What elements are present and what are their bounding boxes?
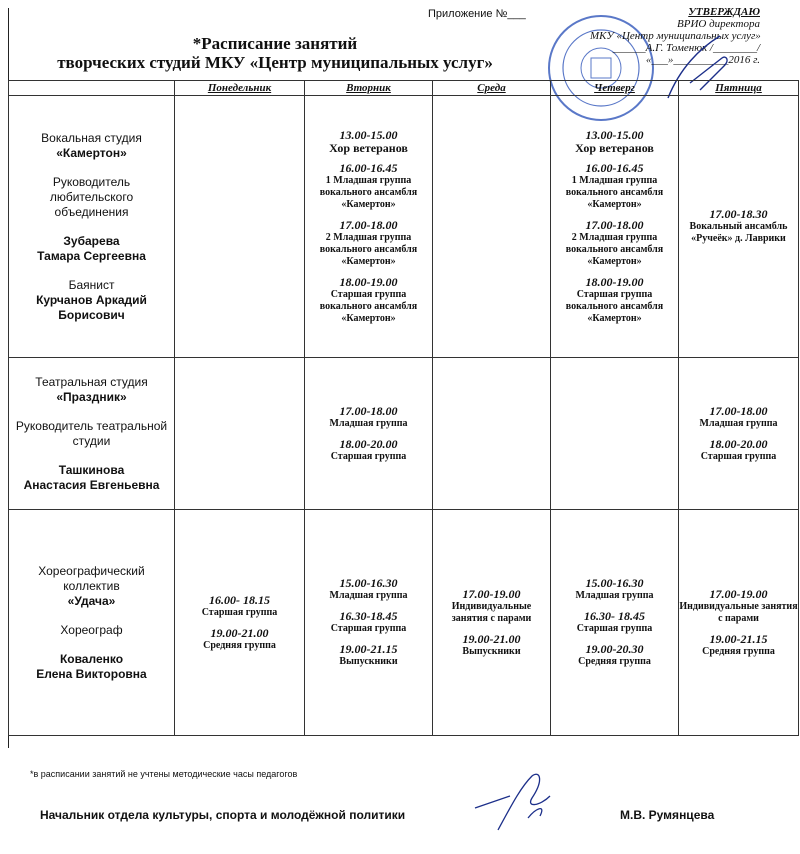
slot-time: 18.00-19.00 <box>339 274 398 289</box>
class-slot <box>305 276 432 325</box>
class-slot <box>305 129 432 154</box>
studio-info-line: Руководитель <box>52 174 131 189</box>
header-day: Вторник <box>305 81 433 96</box>
slot-label: Выпускники <box>339 656 398 667</box>
slot-time: 16.00-16.45 <box>585 160 644 175</box>
class-slot <box>175 594 304 619</box>
studio-info-line: «Камертон» <box>56 145 127 160</box>
studio-info-line: Борисович <box>58 307 125 322</box>
footnote: *в расписании занятий не учтены методические часы педагогов <box>30 769 298 779</box>
approval-line: УТВЕРЖДАЮ <box>688 6 760 18</box>
approval-line: ВРИО директора <box>677 18 760 30</box>
header-day: Понедельник <box>175 81 305 96</box>
slot-time: 16.00-16.45 <box>339 160 398 175</box>
slot-time: 13.00-15.00 <box>585 127 644 142</box>
slot-time: 19.00-21.15 <box>709 631 768 646</box>
studio-info-line: Анастасия Евгеньевна <box>23 477 160 492</box>
studio-info-line <box>9 405 174 419</box>
slot-time: 17.00-19.00 <box>462 586 521 601</box>
studio-info-cell <box>9 510 175 736</box>
class-slot <box>433 633 550 658</box>
slot-label: Средняя группа <box>578 656 651 667</box>
slot-label: Старшая группа <box>330 450 407 462</box>
slot-time: 18.00-19.00 <box>585 274 644 289</box>
studio-info-line: Ташкинова <box>58 462 125 477</box>
header-day: Среда <box>433 81 551 96</box>
class-slot <box>305 219 432 268</box>
slot-label: Средняя группа <box>702 645 775 657</box>
class-slot <box>305 577 432 602</box>
slot-time: 17.00-18.00 <box>339 403 398 418</box>
studio-row <box>9 510 799 736</box>
slot-label: 2 Младшая группа вокального ансамбля «Камертон» <box>319 231 418 267</box>
studio-info-line: Хореограф <box>60 622 123 637</box>
studio-info-line: «Удача» <box>67 593 116 608</box>
slot-time: 17.00-18.00 <box>339 217 398 232</box>
schedule-cell <box>551 510 679 736</box>
slot-time: 19.00-21.00 <box>462 631 521 646</box>
page-title <box>20 34 530 72</box>
slot-label: Выпускники <box>462 645 521 657</box>
studio-info-line: студии <box>72 433 111 448</box>
title-line-1: *Расписание занятий <box>192 34 358 53</box>
slot-label: 1 Младшая группа вокального ансамбля «Камертон» <box>565 174 664 210</box>
slot-time: 19.00-20.30 <box>585 642 644 656</box>
studio-info-line <box>9 638 174 652</box>
schedule-cell <box>551 96 679 358</box>
studio-info-line: Курчанов Аркадий <box>36 292 147 307</box>
approval-line: «___»__________2016 г. <box>645 54 760 66</box>
approval-line: МКУ «Центр муниципальных услуг» <box>590 30 761 42</box>
head-signature <box>470 768 570 838</box>
slot-label: Индивидуальные занятия с парами <box>451 600 532 624</box>
schedule-cell <box>305 96 433 358</box>
slot-label: Старшая группа <box>576 623 653 634</box>
schedule-cell <box>433 96 551 358</box>
approval-line: ______А.Г. Томенюк /________/ <box>612 42 760 54</box>
class-slot <box>305 438 432 463</box>
slot-label: Старшая группа вокального ансамбля «Камертон» <box>319 288 418 324</box>
class-slot <box>551 610 678 635</box>
slot-label: Младшая группа <box>329 417 408 429</box>
schedule-cell <box>305 510 433 736</box>
header-empty <box>9 81 175 96</box>
class-slot <box>551 219 678 268</box>
appendix-label: Приложение №___ <box>428 8 526 20</box>
class-slot <box>551 162 678 211</box>
slot-label: 1 Младшая группа вокального ансамбля «Камертон» <box>319 174 418 210</box>
studio-info-line: Елена Викторовна <box>36 666 147 681</box>
studio-info-line: любительского <box>49 189 134 204</box>
slot-time: 19.00-21.15 <box>339 642 398 656</box>
slot-time: 16.30-18.45 <box>339 609 398 623</box>
schedule-cell <box>679 358 799 510</box>
slot-time: 13.00-15.00 <box>339 127 398 142</box>
class-slot <box>551 577 678 602</box>
slot-time: 15.00-16.30 <box>339 576 398 590</box>
schedule-cell <box>175 96 305 358</box>
studio-info-line: «Праздник» <box>56 389 127 404</box>
signature-name: М.В. Румянцева <box>620 808 715 822</box>
studio-info-line: коллектив <box>63 578 120 593</box>
slot-label: Старшая группа вокального ансамбля «Камертон» <box>565 288 664 324</box>
studio-info-line: Хореографический <box>38 563 145 578</box>
studio-info-cell <box>9 96 175 358</box>
schedule-cell <box>433 358 551 510</box>
slot-label: Вокальный ансамбль «Ручеёк» д. Лаврики <box>689 221 788 244</box>
slot-time: 17.00-18.00 <box>585 217 644 232</box>
studio-row <box>9 96 799 358</box>
studio-row <box>9 358 799 510</box>
studio-info-line <box>9 161 174 175</box>
slot-label: Старшая группа <box>330 623 407 634</box>
studio-info-line <box>9 220 174 234</box>
schedule-cell <box>305 358 433 510</box>
schedule-cell <box>679 96 799 358</box>
studio-info-line: Тамара Сергеевна <box>37 248 146 263</box>
slot-time: 18.00-20.00 <box>339 436 398 451</box>
class-slot <box>551 643 678 668</box>
slot-label: Старшая группа <box>700 450 777 462</box>
slot-label: Младшая группа <box>699 417 778 429</box>
class-slot <box>679 633 798 658</box>
title-line-2: творческих студий МКУ «Центр муниципальных услуг» <box>57 53 493 72</box>
studio-info-line <box>9 609 174 623</box>
studio-info-line: объединения <box>54 204 129 219</box>
studio-info-line: Руководитель театральной <box>15 418 168 433</box>
slot-time: 17.00-18.00 <box>709 403 768 418</box>
schedule-cell <box>679 510 799 736</box>
slot-label: Средняя группа <box>203 639 276 651</box>
slot-time: 17.00-19.00 <box>709 586 768 601</box>
slot-time: 16.30- 18.45 <box>584 609 645 623</box>
slot-label: Индивидуальные занятия с парами <box>679 600 798 624</box>
studio-info-line <box>9 449 174 463</box>
slot-label: 2 Младшая группа вокального ансамбля «Камертон» <box>565 231 664 267</box>
class-slot <box>305 162 432 211</box>
studio-info-line: Зубарева <box>63 233 120 248</box>
slot-label: Старшая группа <box>201 606 278 618</box>
class-slot <box>679 208 798 245</box>
slot-label: Младшая группа <box>329 590 408 601</box>
studio-info-line: Театральная студия <box>35 374 148 389</box>
slot-time: 15.00-16.30 <box>585 576 644 590</box>
slot-time: 16.00- 18.15 <box>209 592 270 607</box>
slot-label: Хор ветеранов <box>575 140 654 155</box>
schedule-cell <box>175 358 305 510</box>
signature-position: Начальник отдела культуры, спорта и молодёжной политики <box>40 808 406 822</box>
slot-time: 19.00-21.00 <box>210 625 269 640</box>
class-slot <box>679 405 798 430</box>
schedule-cell <box>433 510 551 736</box>
header-day: Четверг <box>551 81 679 96</box>
schedule-cell <box>175 510 305 736</box>
slot-label: Хор ветеранов <box>329 140 408 155</box>
class-slot <box>433 588 550 625</box>
class-slot <box>679 438 798 463</box>
class-slot <box>551 276 678 325</box>
studio-info-cell <box>9 358 175 510</box>
studio-info-line <box>9 264 174 278</box>
table-header-row <box>9 81 799 96</box>
class-slot <box>175 627 304 652</box>
header-day: Пятница <box>679 81 799 96</box>
studio-info-line: Коваленко <box>59 651 124 666</box>
studio-info-line: Баянист <box>68 277 115 292</box>
schedule-cell <box>551 358 679 510</box>
studio-info-line: Вокальная студия <box>41 130 142 145</box>
class-slot <box>305 643 432 668</box>
class-slot <box>679 588 798 625</box>
class-slot <box>305 610 432 635</box>
schedule-table <box>8 80 799 736</box>
class-slot <box>551 129 678 154</box>
slot-label: Младшая группа <box>575 590 654 601</box>
slot-time: 17.00-18.30 <box>709 207 768 221</box>
class-slot <box>305 405 432 430</box>
slot-time: 18.00-20.00 <box>709 436 768 451</box>
